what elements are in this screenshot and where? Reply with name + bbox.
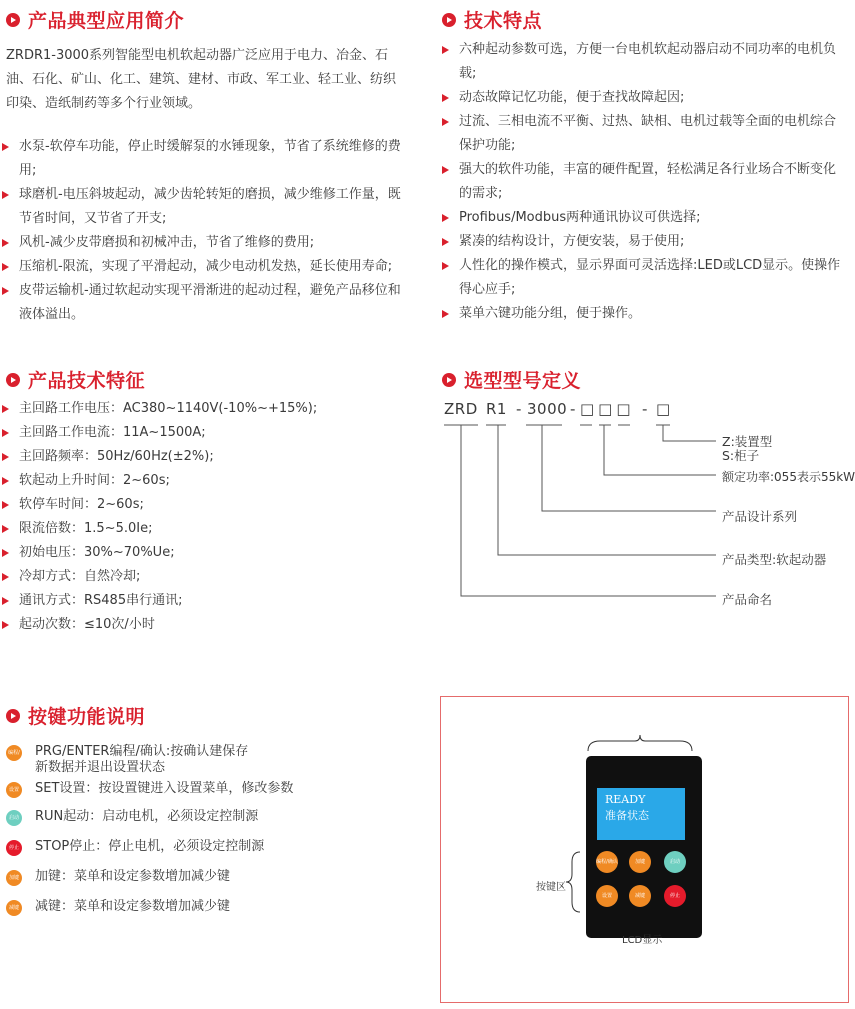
bullet-arrow-icon <box>6 709 20 723</box>
features-list <box>440 38 850 326</box>
bullet-arrow-icon <box>2 477 9 485</box>
list-item: 限流倍数：1.5~5.0Ie; <box>0 517 420 541</box>
bullet-arrow-icon <box>442 238 449 246</box>
run-key-icon: 启动 <box>6 810 22 826</box>
set-key-icon: 设置 <box>6 782 22 798</box>
applications-heading <box>6 6 184 33</box>
bullet-arrow-icon <box>442 46 449 54</box>
model-title: 选型型号定义 <box>464 370 582 392</box>
list-item: 人性化的操作模式，显示界面可灵活选择:LED或LCD显示。使操作 得心应手; <box>440 254 850 302</box>
key-row-stop: 停止 STOP停止：停止电机，必须设定控制源 <box>6 839 264 856</box>
plus-button[interactable]: 加键 <box>629 851 651 873</box>
lcd-line-status: 准备状态 <box>605 809 649 822</box>
bullet-arrow-icon <box>2 621 9 629</box>
key-row-set: 设置 SET设置：按设置键进入设置菜单，修改参数 <box>6 781 293 798</box>
device-panel <box>586 756 702 938</box>
list-item: 菜单六键功能分组，便于操作。 <box>440 302 850 326</box>
bullet-arrow-icon <box>442 94 449 102</box>
intro-line: 油、石化、矿山、化工、建筑、建材、市政、军工业、轻工业、纺织 <box>6 72 397 87</box>
key-area-label: 按键区 <box>536 882 566 893</box>
bullet-arrow-icon <box>2 287 9 295</box>
bullet-arrow-icon <box>442 373 456 387</box>
list-item: 冷却方式：自然冷却; <box>0 565 420 589</box>
code-r1: R1 <box>486 400 507 418</box>
minus-button[interactable]: 减键 <box>629 885 651 907</box>
panel-caption: LCD显示 <box>622 935 663 946</box>
key-area-brace-icon <box>566 850 582 914</box>
prg-enter-key-icon: 编程/确认 <box>6 745 22 761</box>
list-item: Profibus/Modbus两种通讯协议可供选择; <box>440 206 850 230</box>
stop-key-icon: 停止 <box>6 840 22 856</box>
bullet-arrow-icon <box>442 166 449 174</box>
list-item: 过流、三相电流不平衡、过热、缺相、电机过载等全面的电机综合 保护功能; <box>440 110 850 158</box>
applications-title: 产品典型应用简介 <box>28 10 185 32</box>
def-product-type: 产品类型:软起动器 <box>722 552 827 567</box>
prg-enter-button[interactable]: 编程/确认 <box>596 851 618 873</box>
intro-line: ZRDR1-3000系列智能型电机软起动器广泛应用于电力、冶金、石 <box>6 48 389 63</box>
set-button[interactable]: 设置 <box>596 885 618 907</box>
applications-list <box>0 135 420 327</box>
keys-title: 按键功能说明 <box>28 706 146 728</box>
list-item: 主回路工作电流：11A~1500A; <box>0 421 420 445</box>
key-row-plus: 加键 加键：菜单和设定参数增加减少键 <box>6 869 230 886</box>
list-item: 起动次数：≤10次/小时 <box>0 613 420 637</box>
bullet-arrow-icon <box>442 262 449 270</box>
specs-title: 产品技术特征 <box>28 370 146 392</box>
bullet-arrow-icon <box>442 214 449 222</box>
def-design-series: 产品设计系列 <box>722 509 798 524</box>
list-item: 六种起动参数可选，方便一台电机软起动器启动不同功率的电机负载; <box>440 38 850 86</box>
keys-heading <box>6 702 145 729</box>
list-item: 皮带运输机-通过软起动实现平滑渐进的起动过程，避免产品移位和 液体溢出。 <box>0 279 420 327</box>
specs-list <box>0 397 420 637</box>
list-item: 压缩机-限流，实现了平滑起动，减少电动机发热，延长使用寿命; <box>0 255 420 279</box>
def-rated-power: 额定功率:055表示55kW <box>722 470 855 484</box>
bullet-arrow-icon <box>2 263 9 271</box>
list-item: 水泵-软停车功能，停止时缓解泵的水锤现象，节省了系统维修的费 用; <box>0 135 420 183</box>
bullet-arrow-icon <box>2 453 9 461</box>
def-product-name: 产品命名 <box>722 592 773 607</box>
features-title: 技术特点 <box>464 10 543 32</box>
code-dash: - <box>570 400 576 418</box>
bullet-arrow-icon <box>2 191 9 199</box>
list-item: 紧凑的结构设计，方便安装，易于使用; <box>440 230 850 254</box>
bullet-arrow-icon <box>2 597 9 605</box>
specs-heading <box>6 366 145 393</box>
code-power-boxes: □□□ <box>580 400 635 418</box>
top-brace-icon <box>580 735 700 755</box>
bullet-arrow-icon <box>2 429 9 437</box>
minus-key-icon: 减键 <box>6 900 22 916</box>
bullet-arrow-icon <box>2 143 9 151</box>
code-zrd: ZRD <box>444 400 478 418</box>
code-dash: - <box>642 400 648 418</box>
bullet-arrow-icon <box>442 118 449 126</box>
list-item: 风机-减少皮带磨损和初械冲击，节省了维修的费用; <box>0 231 420 255</box>
key-row-prg-enter: 编程/确认 PRG/ENTER编程/确认:按确认建保存 新数据并退出设置状态 <box>6 744 248 776</box>
def-s-cabinet: S:柜子 <box>722 448 760 463</box>
list-item: 软停车时间：2~60s; <box>0 493 420 517</box>
code-dash: - <box>516 400 522 418</box>
bullet-arrow-icon <box>442 13 456 27</box>
bullet-arrow-icon <box>2 405 9 413</box>
stop-button[interactable]: 停止 <box>664 885 686 907</box>
applications-intro <box>6 44 416 116</box>
bullet-arrow-icon <box>2 573 9 581</box>
list-item: 动态故障记忆功能，便于查找故障起因; <box>440 86 850 110</box>
bullet-arrow-icon <box>2 501 9 509</box>
list-item: 主回路频率：50Hz/60Hz(±2%); <box>0 445 420 469</box>
list-item: 强大的软件功能，丰富的硬件配置，轻松满足各行业场合不断变化 的需求; <box>440 158 850 206</box>
key-row-minus: 减键 减键：菜单和设定参数增加减少键 <box>6 899 230 916</box>
plus-key-icon: 加键 <box>6 870 22 886</box>
bullet-arrow-icon <box>2 239 9 247</box>
bullet-arrow-icon <box>442 310 449 318</box>
bullet-arrow-icon <box>2 549 9 557</box>
bullet-arrow-icon <box>6 373 20 387</box>
list-item: 软起动上升时间：2~60s; <box>0 469 420 493</box>
list-item: 球磨机-电压斜坡起动，减少齿轮转矩的磨损，减少维修工作量，既 节省时间，又节省了开支; <box>0 183 420 231</box>
list-item: 主回路工作电压：AC380~1140V(-10%~+15%); <box>0 397 420 421</box>
key-row-run: 启动 RUN起动：启动电机，必须设定控制源 <box>6 809 258 826</box>
run-button[interactable]: 启动 <box>664 851 686 873</box>
list-item: 初始电压：30%~70%Ue; <box>0 541 420 565</box>
def-z-type: Z:装置型 <box>722 434 773 449</box>
code-type-box: □ <box>656 400 671 418</box>
list-item: 通讯方式：RS485串行通讯; <box>0 589 420 613</box>
bullet-arrow-icon <box>6 13 20 27</box>
model-heading <box>442 366 581 393</box>
lcd-screen <box>597 788 685 840</box>
bullet-arrow-icon <box>2 525 9 533</box>
code-series-number: 3000 <box>527 400 568 418</box>
intro-line: 印染、造纸制药等多个行业领域。 <box>6 96 202 111</box>
lcd-line-ready: READY <box>605 793 646 806</box>
features-heading <box>442 6 542 33</box>
